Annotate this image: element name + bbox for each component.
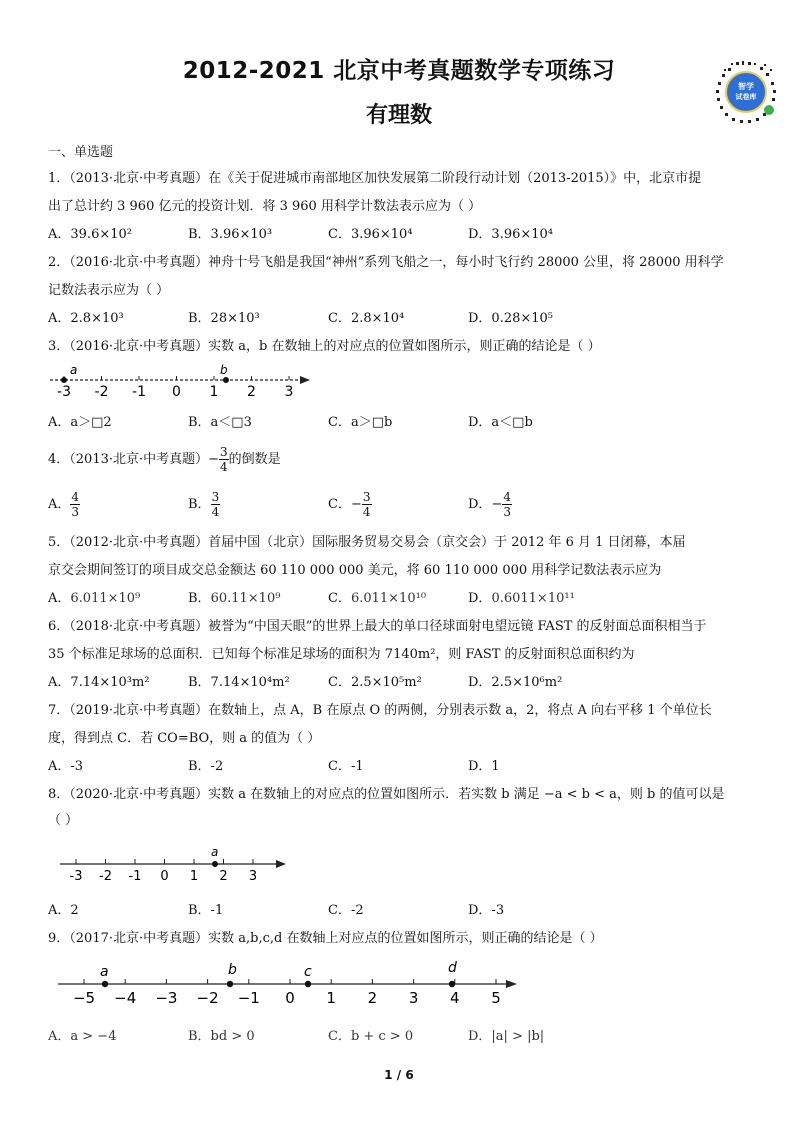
q9-tick-label: 2	[367, 989, 378, 1007]
q4-d-den: 3	[503, 505, 511, 519]
q9-tick-label: −1	[237, 989, 260, 1007]
q4-text	[48, 445, 281, 474]
q6-text-line1: 6．（2018·北京·中考真题）被誉为“中国天眼”的世界上最大的单口径球面射电望远镜 FAST 的反射面总面积相当于	[48, 619, 707, 634]
q4-a-den: 3	[71, 505, 80, 519]
q7-text-line2: 度，得到点 C．若 CO=BO，则 a 的值为（ ）	[48, 731, 321, 746]
q7-option-b: B．-2	[188, 759, 224, 774]
q4-frac-num: 3	[220, 445, 228, 459]
q2-option-d: D．0.28×10⁵	[468, 311, 554, 326]
q8-option-c: C．-2	[328, 903, 364, 918]
q7-option-c: C．-1	[328, 759, 364, 774]
q8-tick-label: 2	[219, 869, 228, 884]
q4-prefix: 4．（2013·北京·中考真题）	[48, 452, 209, 467]
q9-ticks	[73, 979, 501, 1007]
q4-d-num: 4	[503, 490, 511, 504]
q9-label-b: b	[228, 962, 237, 978]
q9-tick-label: 0	[285, 989, 295, 1007]
q7-option-d: D．1	[468, 759, 500, 774]
q9-option-d: D．|a| > |b|	[468, 1029, 545, 1044]
q4-option-b-label: B．	[188, 497, 211, 512]
q5-option-d-label: D．	[468, 591, 492, 606]
q4-option-d	[468, 490, 512, 519]
q4-c-minus: −	[350, 497, 362, 512]
q9-label-c: c	[304, 964, 312, 980]
q1-option-b: B．3.96×10³	[188, 227, 273, 242]
q9-option-b: B．bd > 0	[188, 1029, 255, 1044]
q9-point-d	[449, 981, 455, 987]
q3-point-a	[61, 377, 67, 383]
q2-text-line2: 记数法表示应为（ ）	[48, 283, 170, 298]
q4-option-a	[48, 490, 80, 519]
q5-option-b	[188, 590, 280, 608]
q1-text-line1: 1．（2013·北京·中考真题）在《关于促进城市南部地区加快发展第二阶段行动计划（2013-2015）》中，北京市提	[48, 171, 702, 186]
q9-tick-label: −4	[114, 989, 137, 1007]
q3-tick-label: 0	[172, 384, 181, 400]
q8-option-a: A．2	[48, 903, 79, 918]
q5-text-line1: 5．（2012·北京·中考真题）首届中国（北京）国际服务贸易交易会（京交会）于 2012 年 6 月 1 日闭幕，本届	[48, 535, 686, 550]
q6-option-c: C．2.5×10⁵m²	[328, 675, 422, 690]
q9-tick-label: −2	[196, 989, 219, 1007]
q4-minus: −	[208, 452, 220, 467]
q3-tick-label: -3	[57, 384, 71, 400]
q3-tick-label: -1	[132, 384, 146, 400]
q4-d-minus: −	[491, 497, 503, 512]
q5-option-a-value: 6.011×10⁹	[70, 591, 141, 606]
q1-option-d: D．3.96×10⁴	[468, 227, 554, 242]
q3-number-line	[48, 360, 318, 404]
qr-code-icon	[714, 60, 778, 124]
q4-suffix: 的倒数是	[228, 452, 281, 467]
q9-tick-label: 5	[491, 989, 501, 1007]
q8-text-line1: 8．（2020·北京·中考真题）实数 a 在数轴上的对应点的位置如图所示．若实数 b 满足 −a < b < a，则 b 的值可以是	[48, 787, 725, 802]
q3-label-b: b	[220, 363, 228, 377]
q5-option-d-value: 0.6011×10¹¹	[491, 591, 575, 606]
q8-tick-label: 3	[248, 869, 258, 884]
q1-option-a: A．39.6×10²	[48, 227, 132, 242]
q6-option-a: A．7.14×10³m²	[48, 675, 150, 690]
q3-tick-label: -2	[94, 384, 109, 400]
q8-tick-label: 1	[189, 869, 199, 884]
q9-point-c	[305, 981, 311, 987]
q3-option-b: B．a＜□3	[188, 415, 252, 430]
q3-option-c: C．a＞□b	[328, 415, 393, 430]
q5-option-b-value: 60.11×10⁹	[210, 591, 281, 606]
q6-text-line2: 35 个标准足球场的总面积．已知每个标准足球场的面积为 7140m²，则 FAST 的反射面积总面积约为	[48, 647, 635, 662]
q4-option-d-label: D．	[468, 497, 492, 512]
q5-option-c-value: 6.011×10¹⁰	[350, 591, 427, 606]
q9-option-a: A．a > −4	[48, 1029, 117, 1044]
q9-text: 9．（2017·北京·中考真题）实数 a,b,c,d 在数轴上对应点的位置如图所示，则正确的结论是（ ）	[48, 931, 603, 946]
q2-option-c: C．2.8×10⁴	[328, 311, 405, 326]
qr-badge-line2: 试卷库	[735, 92, 757, 101]
q8-option-d: D．-3	[468, 903, 505, 918]
q3-option-d: D．a＜□b	[468, 415, 533, 430]
q8-tick-label: 0	[160, 869, 169, 884]
page-title: 2012-2021 北京中考真题数学专项练习	[182, 58, 616, 84]
q4-fraction	[219, 445, 229, 474]
q1-option-c: C．3.96×10⁴	[328, 227, 413, 242]
q8-ticks	[70, 859, 258, 884]
q5-option-a-label: A．	[48, 591, 71, 606]
q3-text: 3．（2016·北京·中考真题）实数 a，b 在数轴上的对应点的位置如图所示，则正确的结论是（ ）	[48, 339, 601, 354]
qr-badge-line1: 智学	[738, 81, 754, 91]
q8-option-b: B．-1	[188, 903, 224, 918]
q4-a-num: 4	[71, 490, 80, 504]
q8-text-line2: （ ）	[48, 813, 79, 828]
q9-tick-label: −3	[155, 989, 178, 1007]
q4-option-b	[188, 490, 220, 519]
q5-option-c	[328, 590, 426, 608]
q2-text-line1: 2．（2016·北京·中考真题）神舟十号飞船是我国“神州”系列飞船之一，每小时飞行约 28000 公里，将 28000 用科学	[48, 255, 724, 270]
q8-tick-label: -1	[128, 869, 142, 884]
q1-text-line2: 出了总计约 3 960 亿元的投资计划．将 3 960 用科学计数法表示应为（ ）	[48, 199, 482, 214]
section-heading: 一、单选题	[48, 145, 114, 160]
q8-label-a: a	[211, 845, 219, 859]
q4-b-num: 3	[211, 490, 220, 504]
q9-point-a	[102, 981, 108, 987]
q6-option-d: D．2.5×10⁶m²	[468, 675, 563, 690]
q5-text-line2: 京交会期间签订的项目成交总金额达 60 110 000 000 美元，将 60 110 000 000 用科学记数法表示应为	[48, 563, 662, 578]
q9-number-line	[56, 956, 526, 1008]
q9-tick-label: 4	[450, 989, 460, 1007]
q5-option-b-label: B．	[188, 591, 211, 606]
q2-option-a: A．2.8×10³	[48, 311, 124, 326]
q8-point-a	[212, 861, 218, 867]
q4-c-num: 3	[362, 490, 371, 504]
q3-tick-label: 3	[284, 384, 294, 400]
q9-label-a: a	[100, 964, 109, 980]
q2-option-b: B．28×10³	[188, 311, 260, 326]
q4-frac-den: 4	[220, 460, 228, 474]
q5-option-d	[468, 590, 575, 608]
q9-option-c: C．b + c > 0	[328, 1029, 414, 1044]
q5-option-a	[48, 590, 140, 608]
q3-tick-label: 2	[247, 384, 256, 400]
q4-b-den: 4	[211, 505, 220, 519]
q3-option-a: A．a＞□2	[48, 415, 112, 430]
q4-option-c	[328, 490, 372, 519]
q4-c-den: 4	[362, 505, 371, 519]
q8-number-line	[58, 840, 298, 886]
q9-tick-label: −5	[72, 989, 96, 1007]
q3-label-a: a	[70, 363, 78, 377]
q4-option-a-label: A．	[48, 497, 71, 512]
q3-tick-label: 1	[209, 384, 219, 400]
q8-tick-label: -2	[99, 869, 112, 884]
q3-point-b	[223, 377, 229, 383]
q5-option-c-label: C．	[328, 591, 351, 606]
page-subtitle: 有理数	[365, 103, 432, 128]
q8-tick-label: -3	[69, 869, 83, 884]
q7-option-a: A．-3	[48, 759, 84, 774]
q9-point-b	[227, 981, 233, 987]
q9-tick-label: 1	[326, 989, 336, 1007]
q6-option-b: B．7.14×10⁴m²	[188, 675, 290, 690]
q4-option-c-label: C．	[328, 497, 351, 512]
q9-tick-label: 3	[408, 989, 419, 1007]
q7-text-line1: 7．（2019·北京·中考真题）在数轴上，点 A，B 在原点 O 的两侧，分别表示数 a，2，将点 A 向右平移 1 个单位长	[48, 703, 712, 718]
q9-label-d: d	[448, 960, 457, 976]
page-number: 1 / 6	[384, 1068, 414, 1082]
